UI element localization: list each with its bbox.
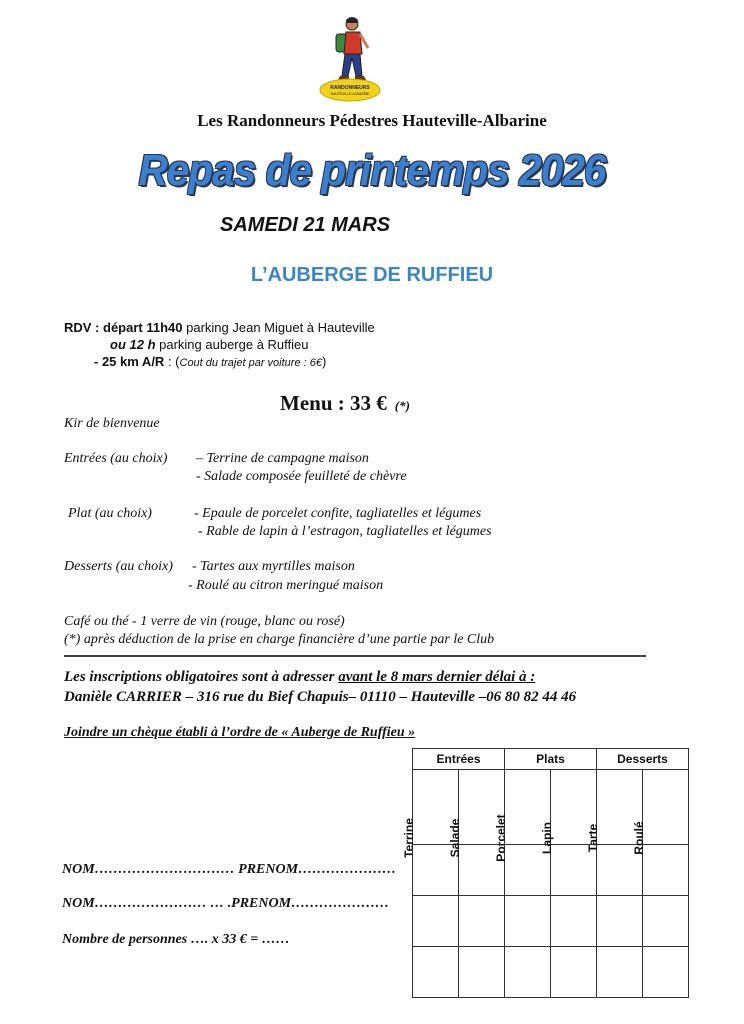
event-date: SAMEDI 21 MARS — [220, 214, 391, 236]
entree-1: – Terrine de campagne maison — [196, 451, 369, 466]
svg-text:HAUTEVILLE-ALBARINE: HAUTEVILLE-ALBARINE — [330, 92, 370, 96]
rdv-label: RDV : — [64, 320, 100, 335]
separator — [64, 655, 646, 657]
event-title: Repas de printemps 2026 — [138, 146, 606, 195]
rdv-line-1 — [64, 320, 375, 335]
dessert-2: - Roulé au citron meringué maison — [188, 578, 384, 593]
form-name-row-2[interactable]: NOM…………………… … .PRENOM………………… — [62, 896, 390, 911]
grid-col-label: Salade — [447, 818, 462, 858]
menu-kir: Kir de bienvenue — [64, 416, 160, 431]
grid-cell[interactable] — [459, 896, 505, 947]
menu-title — [280, 391, 410, 416]
grid-cell[interactable] — [413, 896, 459, 947]
grid-cell[interactable] — [643, 896, 689, 947]
grid-cell[interactable] — [459, 947, 505, 998]
rdv-cost: Cout du trajet par voiture : 6€ — [179, 357, 322, 369]
grid-group-plats: Plats — [505, 749, 597, 770]
rdv-or: ou 12 h — [110, 337, 156, 352]
menu-price: Menu : 33 € — [280, 391, 387, 415]
rdv-line-3 — [94, 354, 326, 369]
rdv-line-2 — [110, 337, 309, 352]
club-name: Les Randonneurs Pédestres Hauteville-Albarine — [197, 111, 547, 130]
plat-label: Plat (au choix) — [68, 506, 152, 521]
grid-cell[interactable] — [551, 947, 597, 998]
entree-2: - Salade composée feuilleté de chèvre — [196, 469, 407, 484]
grid-cell[interactable] — [597, 947, 643, 998]
rdv-or-place: parking auberge à Ruffieu — [155, 337, 309, 352]
grid-group-desserts: Desserts — [597, 749, 689, 770]
event-venue: L’AUBERGE DE RUFFIEU — [250, 264, 494, 286]
form-people-count[interactable]: Nombre de personnes …. x 33 € = …… — [62, 932, 290, 947]
grid-cell[interactable] — [505, 896, 551, 947]
grid-col-roule — [631, 770, 689, 855]
grid-cell[interactable] — [643, 845, 689, 896]
inscription-contact: Danièle CARRIER – 316 rue du Bief Chapuis– 01110 – Hauteville –06 80 82 44 46 — [64, 689, 577, 705]
grid-col-label: Porcelet — [493, 814, 508, 862]
rdv-distance-sep: : ( — [164, 354, 180, 369]
svg-text:RANDONNEURS: RANDONNEURS — [330, 85, 370, 91]
grid-col-label: Tarte — [585, 823, 600, 853]
inscription-text: Les inscriptions obligatoires sont à adresser — [64, 669, 339, 685]
inscription-deadline: avant le 8 mars dernier délai à : — [338, 669, 536, 685]
menu-cafe: Café ou thé - 1 verre de vin (rouge, blanc ou rosé) — [64, 614, 345, 629]
grid-cell[interactable] — [643, 947, 689, 998]
rdv-depart: départ 11h40 — [103, 320, 183, 335]
grid-col-label: Lapin — [539, 822, 554, 854]
choice-grid — [401, 748, 689, 998]
rdv-distance: - 25 km A/R — [94, 354, 165, 369]
rdv-close: ) — [321, 354, 327, 369]
form-name-row-1[interactable]: NOM………………………… PRENOM………………… — [62, 862, 397, 877]
entrees-label: Entrées (au choix) — [64, 451, 168, 466]
grid-cell[interactable] — [413, 947, 459, 998]
inscription-line-1 — [64, 669, 535, 686]
rdv-depart-place: parking Jean Miguet à Hauteville — [182, 320, 375, 335]
grid-cell[interactable] — [551, 896, 597, 947]
menu-footnote: (*) après déduction de la prise en charge financière d’une partie par le Club — [64, 632, 495, 647]
cheque-instruction: Joindre un chèque établi à l’ordre de « Auberge de Ruffieu » — [64, 725, 416, 740]
club-logo — [318, 14, 382, 104]
plat-2: - Rable de lapin à l’estragon, tagliatelles et légumes — [198, 524, 492, 539]
plat-1: - Epaule de porcelet confite, tagliatelles et légumes — [194, 506, 482, 521]
dessert-1: - Tartes aux myrtilles maison — [192, 559, 355, 574]
menu-note: (*) — [394, 398, 410, 413]
grid-cell[interactable] — [505, 947, 551, 998]
grid-group-entrees: Entrées — [413, 749, 505, 770]
grid-col-label: Terrine — [401, 818, 416, 858]
desserts-label: Desserts (au choix) — [64, 559, 173, 574]
grid-cell[interactable] — [597, 896, 643, 947]
grid-col-label: Roulé — [631, 821, 646, 855]
